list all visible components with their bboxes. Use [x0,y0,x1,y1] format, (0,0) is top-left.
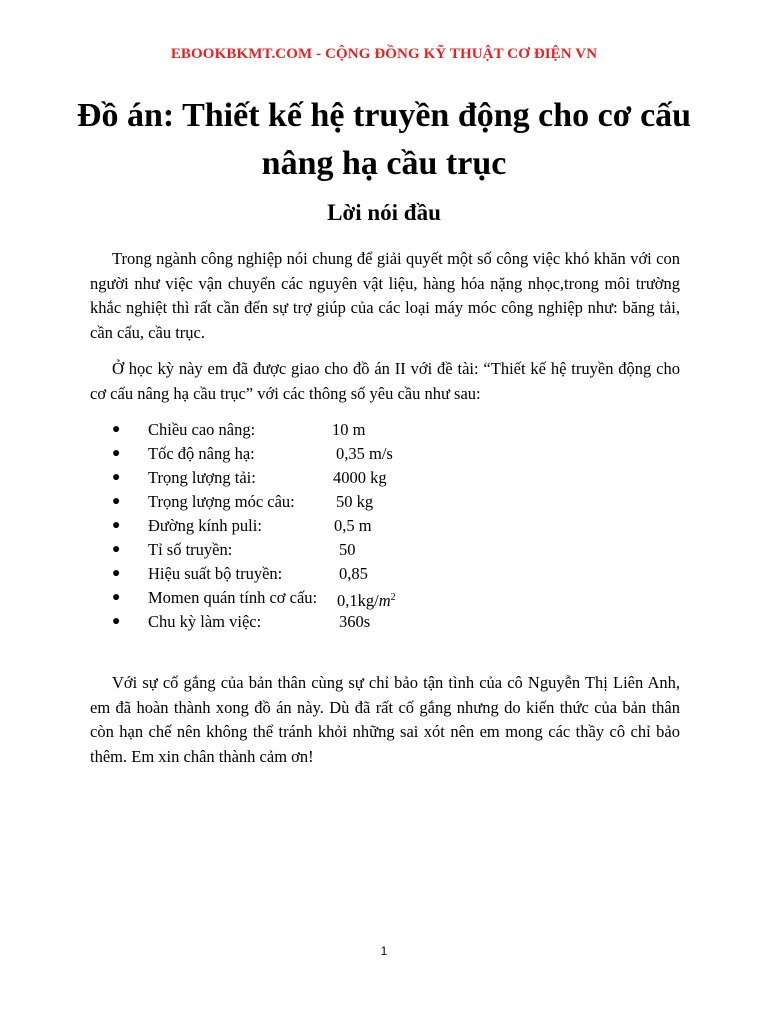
spec-value: 50 kg [336,492,374,511]
bullet-icon: ● [112,542,121,557]
bullet-icon: ● [112,470,121,485]
bullet-icon: ● [112,422,121,437]
spec-label: Trọng lượng tải: [148,468,256,487]
spec-value: 4000 kg [333,468,387,487]
paragraph-intro [90,247,680,345]
spec-label: Momen quán tính cơ cấu: [148,588,318,607]
paragraph-intro-text: Trong ngành công nghiệp nói chung để giải quyết một số công việc khó khăn với con người như việc vận chuyển các nguyên vật liệu, hàng hóa nặng nhọc,trong môi trường khắc nghiệt thì rất cần đến sự trợ giúp của các loại máy móc công nghiệp như: băng tải, cần cẩu, cầu trục. [90,249,680,342]
spec-value: 0,35 m/s [336,444,393,463]
bullet-icon: ● [112,494,121,509]
paragraph-closing [90,671,680,769]
paragraph-closing-text: Với sự cố gắng của bản thân cùng sự chỉ bảo tận tình của cô Nguyễn Thị Liên Anh, em đã hoàn thành xong đồ án này. Dù đã rất cố gắng nhưng do kiến thức của bản thân còn hạn chế nên không thể tránh khỏi những sai xót nên em mong các thầy cô chỉ bảo thêm. Em xin chân thành cảm ơn! [90,673,680,766]
spec-label: Đường kính puli: [148,516,262,535]
spec-value-exponent: 2 [390,592,396,603]
document-title: Đồ án: Thiết kế hệ truyền động cho cơ cấu nâng hạ cầu trục [76,97,692,182]
spec-value [337,586,396,613]
paragraph-assignment-text: Ở học kỳ này em đã được giao cho đồ án II với đề tài: “Thiết kế hệ truyền động cho cơ cấu nâng hạ cầu trục” với các thông số yêu cầu như sau: [90,359,680,403]
bullet-icon: ● [112,518,121,533]
spec-label: Hiệu suất bộ truyền: [148,564,283,583]
spec-value-unit: m [378,591,391,610]
bullet-icon: ● [112,590,121,605]
bullet-icon: ● [112,446,121,461]
spec-value-number: 0,1kg/ [337,591,379,610]
section-heading-preface: Lời nói đầu [327,200,441,225]
spec-label: Chu kỳ làm việc: [148,612,262,631]
spec-label: Tốc độ nâng hạ: [148,444,255,463]
spec-value: 0,5 m [334,516,372,535]
spec-label: Trọng lượng móc câu: [148,492,295,511]
paragraph-assignment [90,357,680,406]
spec-label: Chiều cao nâng: [148,420,256,439]
page-number: 1 [380,944,388,958]
site-header: EBOOKBKMT.COM - CỘNG ĐỒNG KỸ THUẬT CƠ ĐIỆN VN [170,46,598,62]
spec-value: 360s [339,612,371,631]
bullet-icon: ● [112,614,121,629]
bullet-icon: ● [112,566,121,581]
spec-value: 10 m [332,420,366,439]
spec-value: 50 [339,540,356,559]
spec-value: 0,85 [339,564,368,583]
spec-label: Tỉ số truyền: [148,540,233,559]
